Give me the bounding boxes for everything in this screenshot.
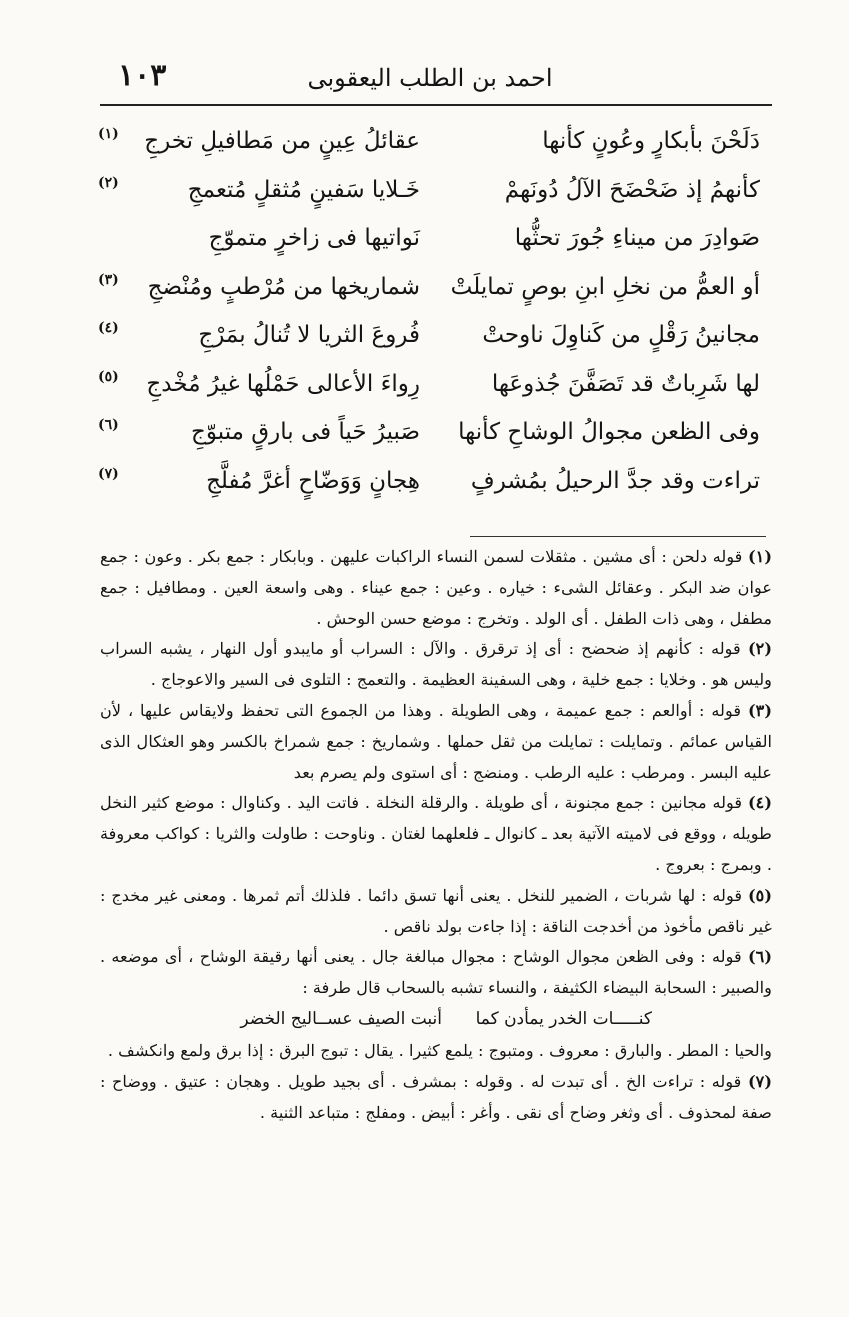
footnote — [100, 542, 772, 634]
poem-verses — [100, 128, 760, 516]
verse-line — [100, 128, 760, 177]
verse-first-hemistich: تراءت وقد جدَّ الرحيلُ بمُشرفٍ — [470, 467, 760, 494]
verse-second-hemistich: صَبيرُ حَياً فى بارقٍ متبوّجِ — [191, 419, 420, 445]
footnote — [100, 1067, 772, 1129]
footnotes — [100, 542, 772, 1128]
verse-second-hemistich: خَـلايا سَفينٍ مُثقلٍ مُتعمجِ — [187, 176, 420, 203]
verse-second-hemistich: هِجانٍ وَوَضّاحٍ أغرَّ مُفلَّجِ — [206, 467, 420, 494]
footnote-number: (٦) — [747, 947, 772, 967]
verse-line — [98, 271, 760, 323]
verse-first-hemistich: لها شَرِباتٌ قد تَصَفَّنَ جُذوعَها — [491, 370, 760, 397]
footnote-marker: (٦) — [98, 417, 119, 433]
verse-line — [100, 322, 760, 371]
footnote-continuation — [100, 1036, 772, 1067]
page-number: ١٠٣ — [118, 58, 167, 93]
footnote-text: قوله دلحن : أى مشين . مثقلات لسمن النساء الراكبات عليهن . وبابكار : جمع بكر . وعون : جمع عوان ضد البكر . وعقائل الشىء : خياره . وعين : جمع عيناء . وهى واسعة العين . ومطافيل : جمع مطفل ، وهى ذات الطفل . أى الولد . وتخرج : موضع حسن الوحش . — [100, 547, 772, 628]
footnote-text: قوله : وفى الظعن مجوال الوشاح : مجوال مبالغة جال . يعنى أنها رقيقة الوشاح ، أى موضعه . والصبير : السحابة البيضاء الكثيفة ، والنساء تشبه بالسحاب قال طرفة : — [100, 947, 772, 998]
verse-line — [98, 465, 760, 517]
verse-first-hemistich: صَوادِرَ من ميناءِ جُورَ تحثُّها — [514, 225, 760, 251]
verse-first-hemistich: مجانينُ رَقْلٍ من كَناوِلَ ناوحتْ — [482, 322, 760, 348]
footnote — [100, 634, 772, 696]
footnote-marker: (٢) — [98, 174, 119, 191]
quoted-verse-second: أنبت الصيف عســاليج الخضر — [240, 1008, 442, 1029]
footnote-number: (٧) — [747, 1071, 772, 1091]
footnote — [100, 788, 772, 880]
quoted-verse-first: كنـــــات الخدر يمأدن كما — [475, 1008, 652, 1029]
footnote-marker: (١) — [98, 126, 119, 142]
footnote-marker: (٤) — [98, 320, 119, 336]
verse-first-hemistich: دَلَحْنَ بأبكارٍ وعُونٍ كأنها — [542, 128, 760, 154]
verse-second-hemistich: نَواتيها فى زاخرٍ متموّجِ — [208, 225, 420, 251]
footnote — [100, 696, 772, 788]
verse-line — [100, 225, 760, 274]
verse-line — [100, 419, 760, 468]
footnote-text: والحيا : المطر . والبارق : معروف . ومتبوج : يلمع كثيرا . يقال : تبوج البرق : إذا برق ولمع وانكشف . — [107, 1040, 772, 1060]
quoted-verse — [100, 1004, 772, 1036]
verse-line — [98, 174, 760, 226]
footnote-number: (٣) — [747, 700, 772, 720]
verse-first-hemistich: وفى الظعن مجوالُ الوشاحِ كأنها — [458, 419, 760, 445]
footnotes-rule — [470, 536, 766, 537]
footnote-number: (٤) — [747, 793, 772, 813]
footnote-marker: (٣) — [98, 271, 119, 288]
footnote-text: قوله : كأنهم إذ ضحضح : أى إذ ترقرق . والآل : السراب أو مايبدو أول النهار ، يشبه السراب وليس هو . وخلايا : جمع خلية ، وهى السفينة العظيمة . والتعمج : التلوى فى السير والاعوجاج . — [100, 639, 772, 690]
page-header — [100, 56, 760, 102]
verse-second-hemistich: شماريخها من مُرْطبٍ ومُنْضجِ — [147, 273, 420, 300]
verse-second-hemistich: عقائلُ عِينٍ من مَطافيلِ تخرجِ — [144, 128, 420, 154]
footnote-text: قوله : لها شربات ، الضمير للنخل . يعنى أنها تسق دائما . فلذلك أتم ثمرها . ومعنى غير مخدج : غير ناقص مأخوذ من أخدجت الناقة : إذا جاءت بولد ناقص . — [100, 885, 772, 936]
running-title: احمد بن الطلب اليعقوبى — [307, 64, 553, 92]
footnote — [100, 942, 772, 1004]
verse-first-hemistich: أو العمُّ من نخلِ ابنِ بوصٍ تمايلَتْ — [450, 273, 760, 300]
footnote — [100, 881, 772, 943]
verse-second-hemistich: فُروعَ الثريا لا تُنالُ بمَرْجِ — [198, 322, 420, 348]
verse-line — [98, 368, 760, 420]
footnote-text: قوله : تراءت الخ . أى تبدت له . وقوله : بمشرف . أى بجيد طويل . وهجان : عتيق . ووضاح : صفة لمحذوف . أى وثغر وضاح أى نقى . وأغر : أبيض . ومفلج : متباعد الثنية . — [100, 1071, 772, 1122]
footnote-number: (٢) — [747, 639, 772, 659]
footnote-number: (١) — [747, 547, 772, 566]
header-rule — [100, 104, 772, 106]
footnote-text: قوله مجانين : جمع مجنونة ، أى طويلة . والرقلة النخلة . فاتت اليد . وكناوال : موضع كثير النخل طويله ، ووقع فى لاميته الآتية بعد ـ كانوال ـ فلعلهما لغتان . وناوحت : طاولت والثريا : كواكب معروفة . وبمرج : بعروج . — [100, 793, 772, 874]
footnote-marker: (٥) — [98, 368, 119, 385]
footnote-number: (٥) — [747, 885, 772, 905]
footnote-marker: (٧) — [98, 465, 119, 482]
footnote-text: قوله : أوالعم : جمع عميمة ، وهى الطويلة . وهذا من الجموع التى تحفظ ولايقاس عليها ، لأن القياس عمائم . وتمايلت : تمايلت من ثقل حملها . وشماريخ : جمع شمراخ بالكسر وهو العثكال الذى عليه البسر . ومرطب : عليه الرطب . ومنضج : أى استوى ولم يصرم بعد — [100, 700, 772, 782]
verse-second-hemistich: رِواءَ الأعالى حَمْلُها غيرُ مُخْدجِ — [146, 370, 420, 397]
verse-first-hemistich: كأنهمُ إذ ضَحْضَحَ الآلُ دُونَهمْ — [504, 176, 760, 203]
